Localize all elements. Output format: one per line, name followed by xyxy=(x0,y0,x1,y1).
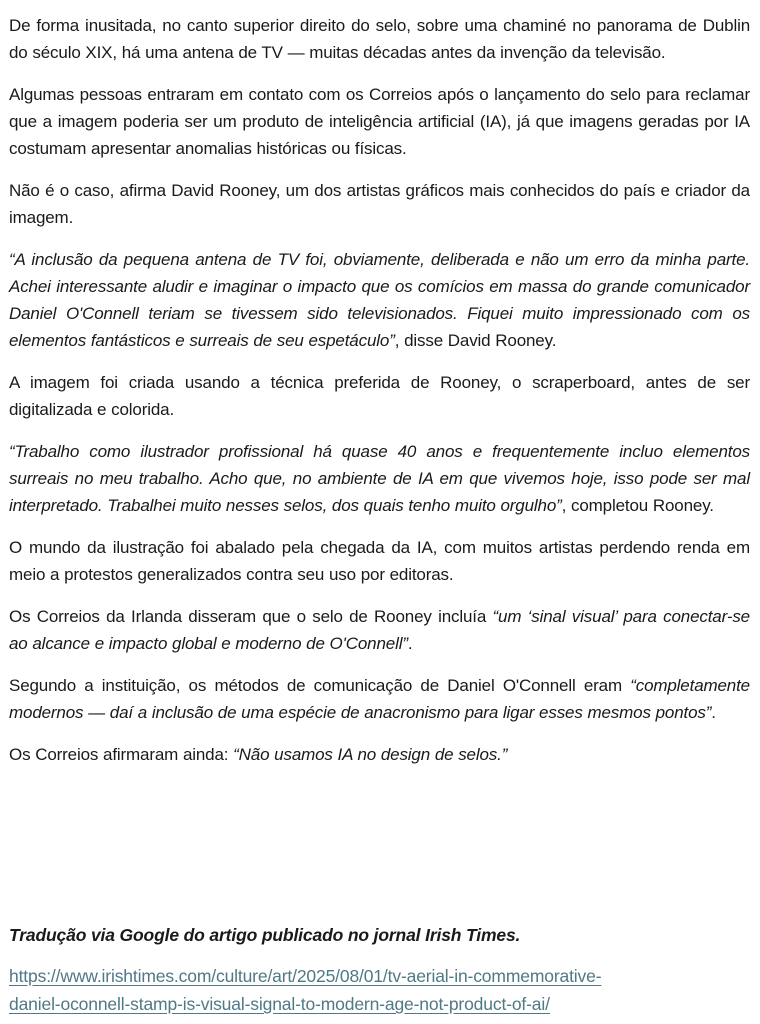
paragraph xyxy=(9,12,750,66)
quoted-text: “Não usamos IA no design de selos.” xyxy=(233,745,508,764)
paragraph xyxy=(9,534,750,588)
paragraph xyxy=(9,81,750,162)
quoted-text: “A inclusão da pequena antena de TV foi, obviamente, deliberada e não um erro da minha parte. Achei interessante aludir e imaginar o impacto que os comícios em massa do grande comunicador Daniel O'Connell teriam se tivessem sido televisionados. Fiquei muito impressionado com os elementos fantásticos e surreais de seu espetáculo” xyxy=(9,250,750,350)
text-run: . xyxy=(711,703,716,722)
quoted-text: “um ‘sinal visual’ para conectar-se ao alcance e impacto global e moderno de O'Connell” xyxy=(9,607,750,653)
quoted-text: “Trabalho como ilustrador profissional há quase 40 anos e frequentemente incluo elementos surreais no meu trabalho. Acho que, no ambiente de IA em que vivemos hoje, isso pode ser mal interpretado. Trabalhei muito nesses selos, dos quais tenho muito orgulho” xyxy=(9,442,750,515)
translation-credit: Tradução via Google do artigo publicado no jornal Irish Times. xyxy=(9,925,521,945)
article-footer xyxy=(9,922,750,1018)
paragraph xyxy=(9,741,750,768)
article-body xyxy=(9,12,750,768)
paragraph xyxy=(9,438,750,519)
paragraph xyxy=(9,369,750,423)
paragraph xyxy=(9,603,750,657)
text-run: , completou Rooney. xyxy=(561,496,714,515)
paragraph xyxy=(9,672,750,726)
quoted-text: “completamente modernos — daí a inclusão de uma espécie de anacronismo para ligar esses mesmos pontos” xyxy=(9,676,750,722)
text-run: O mundo da ilustração foi abalado pela chegada da IA, com muitos artistas perdendo renda em meio a protestos generalizados contra seu uso por editoras. xyxy=(9,538,750,584)
text-run: Os Correios afirmaram ainda: xyxy=(9,745,234,764)
text-run: Algumas pessoas entraram em contato com os Correios após o lançamento do selo para reclamar que a imagem poderia ser um produto de inteligência artificial (IA), já que imagens geradas por IA costumam apresentar anomalias históricas ou físicas. xyxy=(9,85,750,158)
paragraph xyxy=(9,246,750,354)
text-run: Os Correios da Irlanda disseram que o selo de Rooney incluía xyxy=(9,607,493,626)
text-run: A imagem foi criada usando a técnica preferida de Rooney, o scraperboard, antes de ser digitalizada e colorida. xyxy=(9,373,750,419)
text-run: , disse David Rooney. xyxy=(394,331,557,350)
text-run: Não é o caso, afirma David Rooney, um dos artistas gráficos mais conhecidos do país e criador da imagem. xyxy=(9,181,750,227)
text-run: De forma inusitada, no canto superior direito do selo, sobre uma chaminé no panorama de Dublin do século XIX, há uma antena de TV — muitas décadas antes da invenção da televisão. xyxy=(9,16,750,62)
article-source-link[interactable]: https://www.irishtimes.com/culture/art/2025/08/01/tv-aerial-in-commemorative- daniel-oconnell-stamp-is-visual-signal-to-modern-age-not-product-of-ai/ xyxy=(9,966,602,1014)
source-link-line xyxy=(9,962,750,1018)
text-run: Segundo a instituição, os métodos de comunicação de Daniel O'Connell eram xyxy=(9,676,631,695)
text-run: . xyxy=(407,634,413,653)
paragraph xyxy=(9,177,750,231)
